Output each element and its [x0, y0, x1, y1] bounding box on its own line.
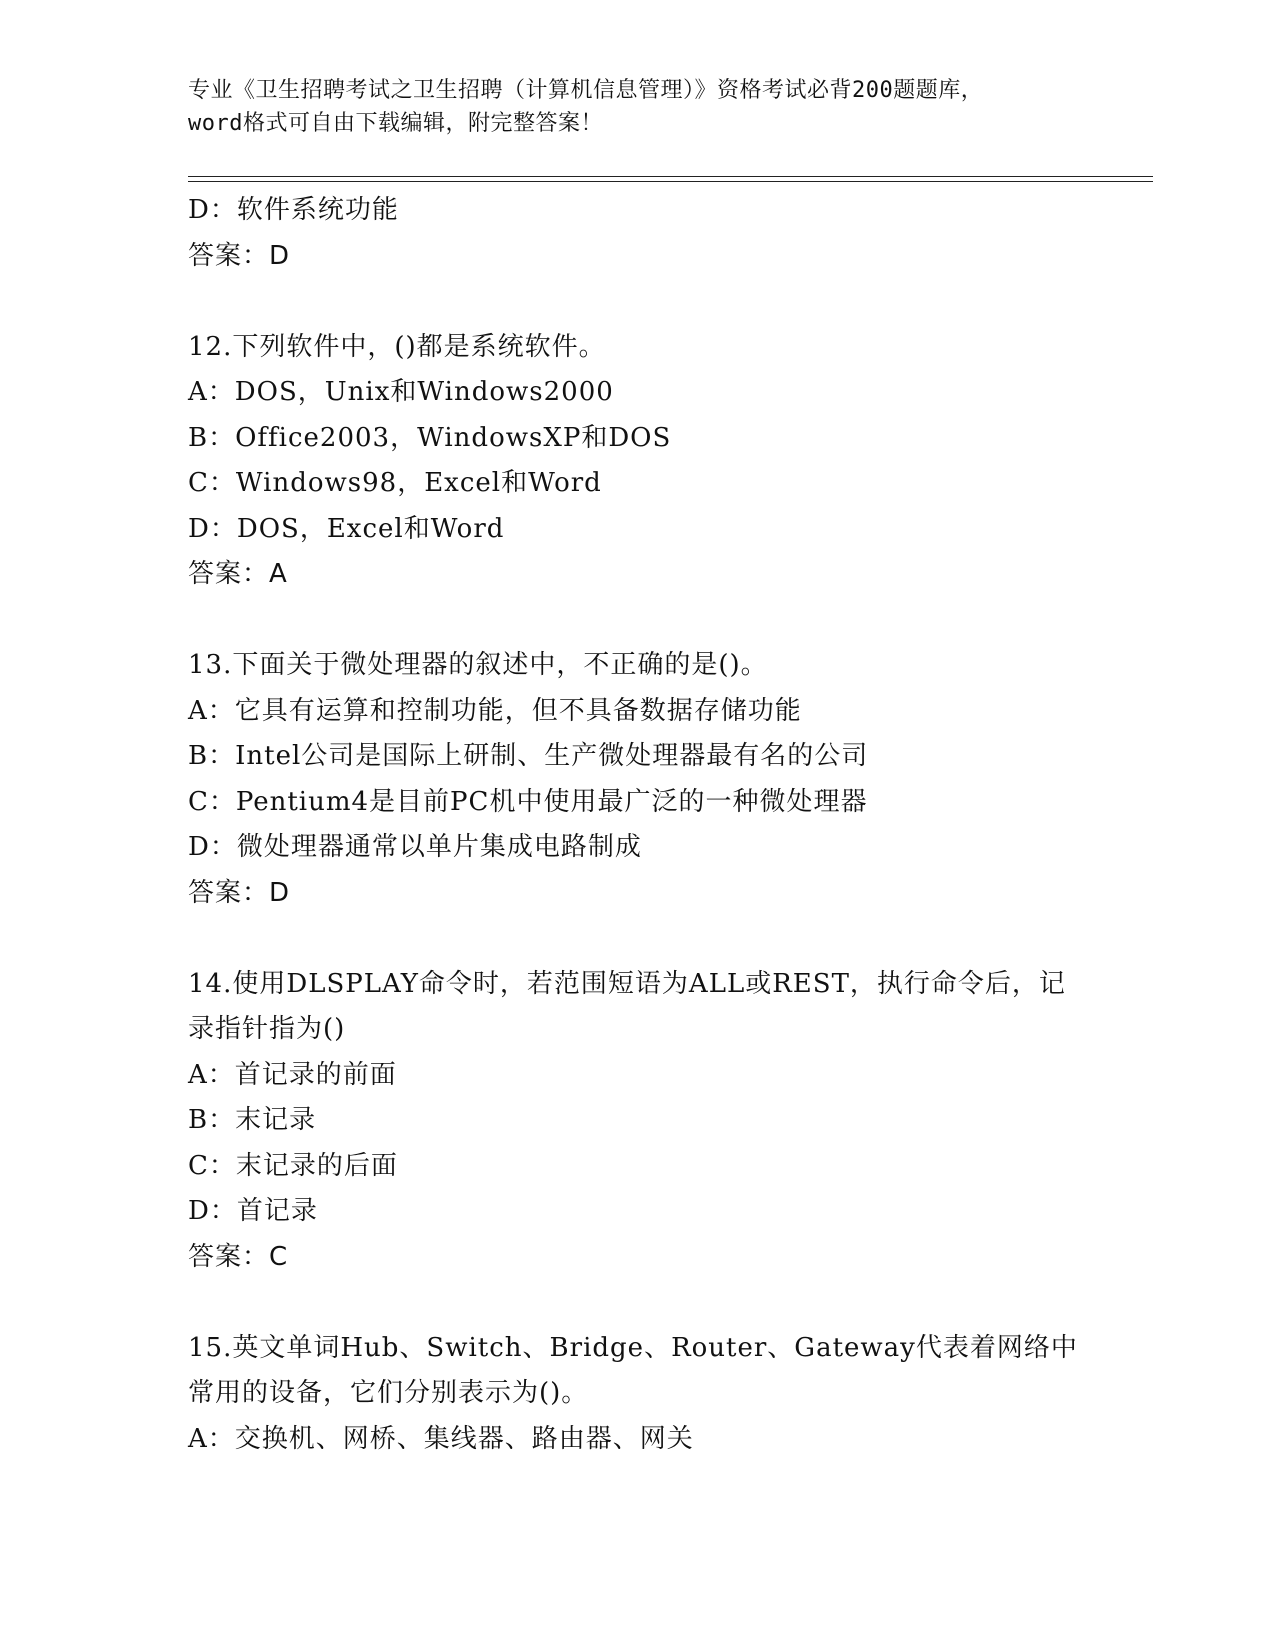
document-header [188, 74, 1088, 140]
spacer [188, 916, 1148, 962]
answer-line: 答案：D [188, 877, 291, 908]
question-stem: 12.下列软件中，()都是系统软件。 [188, 331, 606, 362]
option-d: D：首记录 [188, 1196, 318, 1226]
question-13 [188, 643, 1148, 916]
option-c: C：末记录的后面 [188, 1150, 398, 1181]
question-15 [188, 1326, 1148, 1463]
option-a: A：首记录的前面 [188, 1059, 397, 1090]
option-d: D：微处理器通常以单片集成电路制成 [188, 832, 642, 862]
option-a: A：交换机、网桥、集线器、路由器、网关 [188, 1423, 694, 1454]
header-title-line-2: word格式可自由下载编辑，附完整答案！ [188, 111, 603, 136]
question-list [188, 188, 1148, 1462]
answer-line: 答案：C [188, 1241, 289, 1272]
option-b: B：末记录 [188, 1105, 317, 1135]
question-12 [188, 325, 1148, 598]
header-divider-bottom [188, 181, 1153, 182]
option-c: C：Pentium4是目前PC机中使用最广泛的一种微处理器 [188, 786, 868, 817]
option-c: C：Windows98，Excel和Word [188, 468, 602, 498]
spacer [188, 598, 1148, 644]
question-stem-line-1: 14.使用DLSPLAY命令时，若范围短语为ALL或REST，执行命令后，记 [188, 968, 1066, 999]
spacer [188, 1280, 1148, 1326]
answer-line: 答案：D [188, 240, 291, 271]
answer-line: 答案：A [188, 559, 288, 589]
header-title-line-1: 专业《卫生招聘考试之卫生招聘（计算机信息管理）》资格考试必背200题题库， [188, 78, 984, 103]
question-stem: 13.下面关于微处理器的叙述中，不正确的是()。 [188, 650, 768, 680]
option-a: A：它具有运算和控制功能，但不具备数据存储功能 [188, 695, 802, 726]
question-stem-line-2: 录指针指为() [188, 1014, 346, 1044]
question-14 [188, 962, 1148, 1281]
spacer [188, 279, 1148, 325]
question-stem-line-1: 15.英文单词Hub、Switch、Bridge、Router、Gateway代表着网络中 [188, 1332, 1078, 1363]
option-d: D：DOS，Excel和Word [188, 513, 505, 544]
option-a: A：DOS，Unix和Windows2000 [188, 377, 614, 407]
option-b: B：Intel公司是国际上研制、生产微处理器最有名的公司 [188, 741, 869, 771]
question-11-tail [188, 188, 1148, 279]
header-divider-top [188, 176, 1153, 177]
option-d: D：软件系统功能 [188, 195, 399, 225]
option-b: B：Office2003，WindowsXP和DOS [188, 422, 672, 453]
question-stem-line-2: 常用的设备，它们分别表示为()。 [188, 1378, 589, 1408]
